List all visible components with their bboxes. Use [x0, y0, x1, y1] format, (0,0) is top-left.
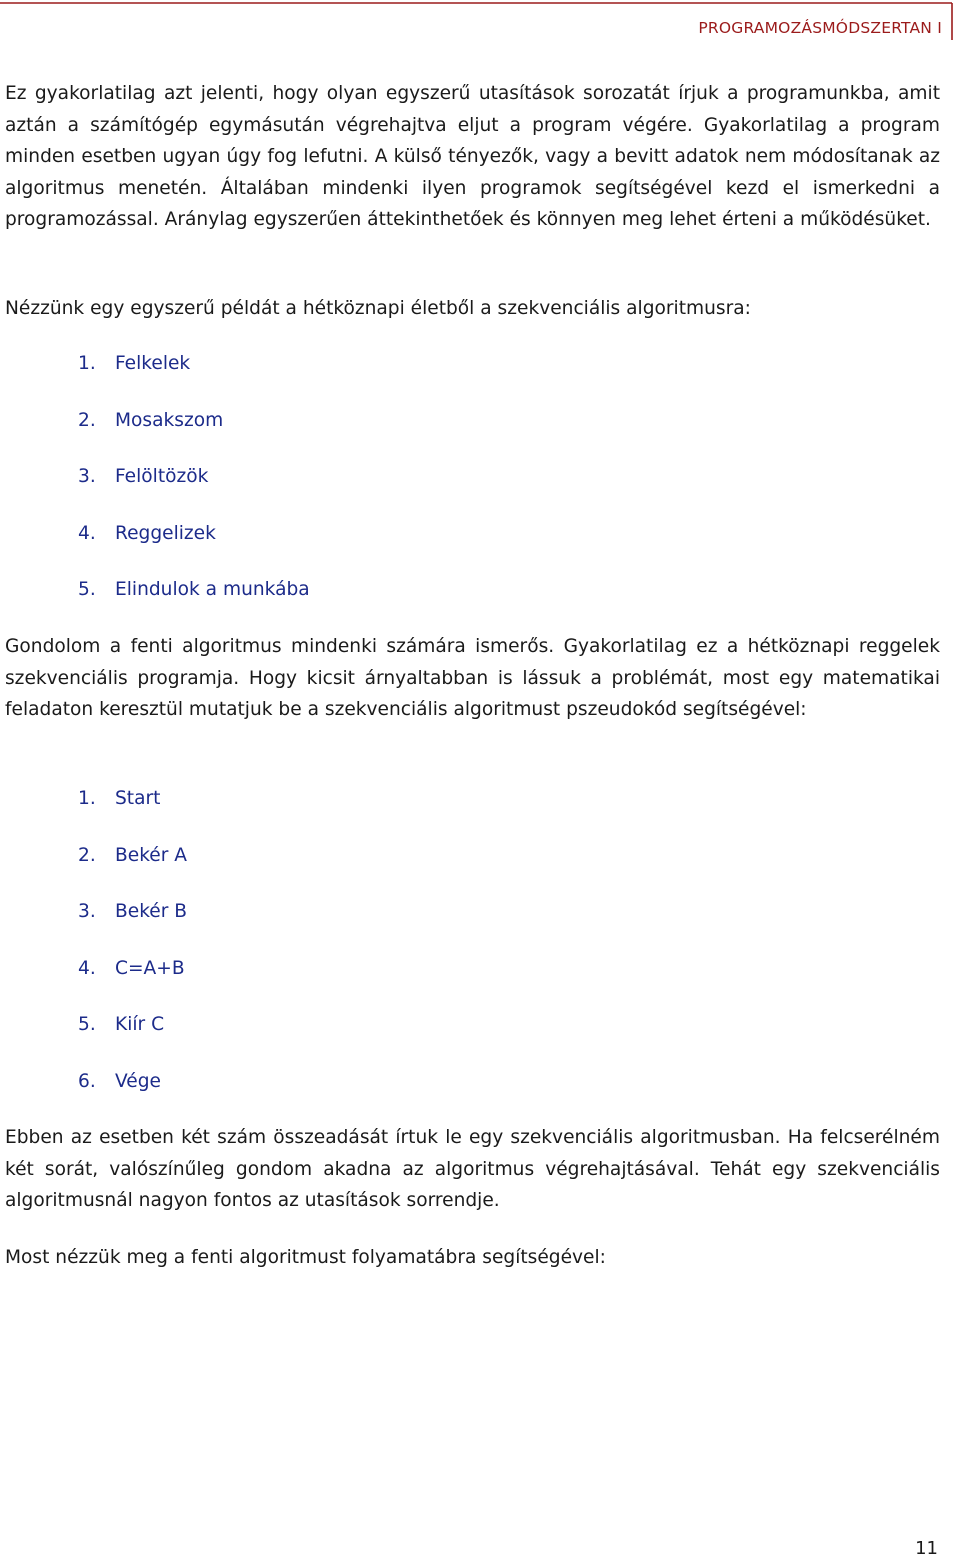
list-item: 1. Felkelek: [78, 353, 191, 374]
list-item: 3. Felöltözök: [78, 466, 209, 487]
list-item: 2. Mosakszom: [78, 409, 224, 431]
paragraph-discussion: Gondolom a fenti algoritmus mindenki számára ismerős. Gyakorlatilag ez a hétköznapi reggelek szekvenciális programja. Hogy kicsit árnyaltabban is lássuk a problémát, most egy matematikai feladaton keresztül mutatjuk be a szekvenciális algoritmust pszeudokód segítségével:: [5, 636, 940, 721]
paragraph-conclusion: Ebben az esetben két szám összeadását írtuk le egy szekvenciális algoritmusban. Ha felcserélném két sorát, valószínűleg gondom akadna az algoritmus végrehajtásával. Tehát egy szekvenciális algoritmusnál nagyon fontos az utasítások sorrendje.: [5, 1127, 940, 1212]
list-item: 4. Reggelizek: [78, 522, 216, 544]
page-number: 11: [915, 1538, 938, 1559]
pseudocode-steps-list: [78, 787, 187, 1126]
list-item: 4. C=A+B: [78, 957, 185, 979]
page-header: [0, 0, 960, 45]
paragraph-flowchart-intro: Most nézzük meg a fenti algoritmust folyamatábra segítségével:: [5, 1247, 606, 1268]
list-item: 5. Elindulok a munkába: [78, 579, 310, 600]
paragraph-intro: Ez gyakorlatilag azt jelenti, hogy olyan egyszerű utasítások sorozatát írjuk a programunkba, amit aztán a számítógép egymásután végrehajtva eljut a program végére. Gyakorlatilag a program minden esetben ugyan úgy fog lefutni. A külső tényezők, vagy a bevitt adatok nem módosítanak az algoritmus menetén. Általában mindenki ilyen programok segítségével kezd el ismerkedni a programozással. Aránylag egyszerűen áttekinthetőek és könnyen meg lehet érteni a működésüket.: [5, 83, 940, 231]
header-title: PROGRAMOZÁSMÓDSZERTAN I: [698, 19, 942, 37]
list-item: 2. Bekér A: [78, 844, 188, 866]
list-item: 6. Vége: [78, 1070, 161, 1092]
paragraph-example-intro: Nézzünk egy egyszerű példát a hétköznapi életből a szekvenciális algoritmusra:: [5, 298, 751, 319]
morning-steps-list: [78, 352, 310, 635]
list-item: 5. Kiír C: [78, 1014, 165, 1035]
list-item: 3. Bekér B: [78, 901, 188, 922]
list-item: 1. Start: [78, 788, 161, 809]
